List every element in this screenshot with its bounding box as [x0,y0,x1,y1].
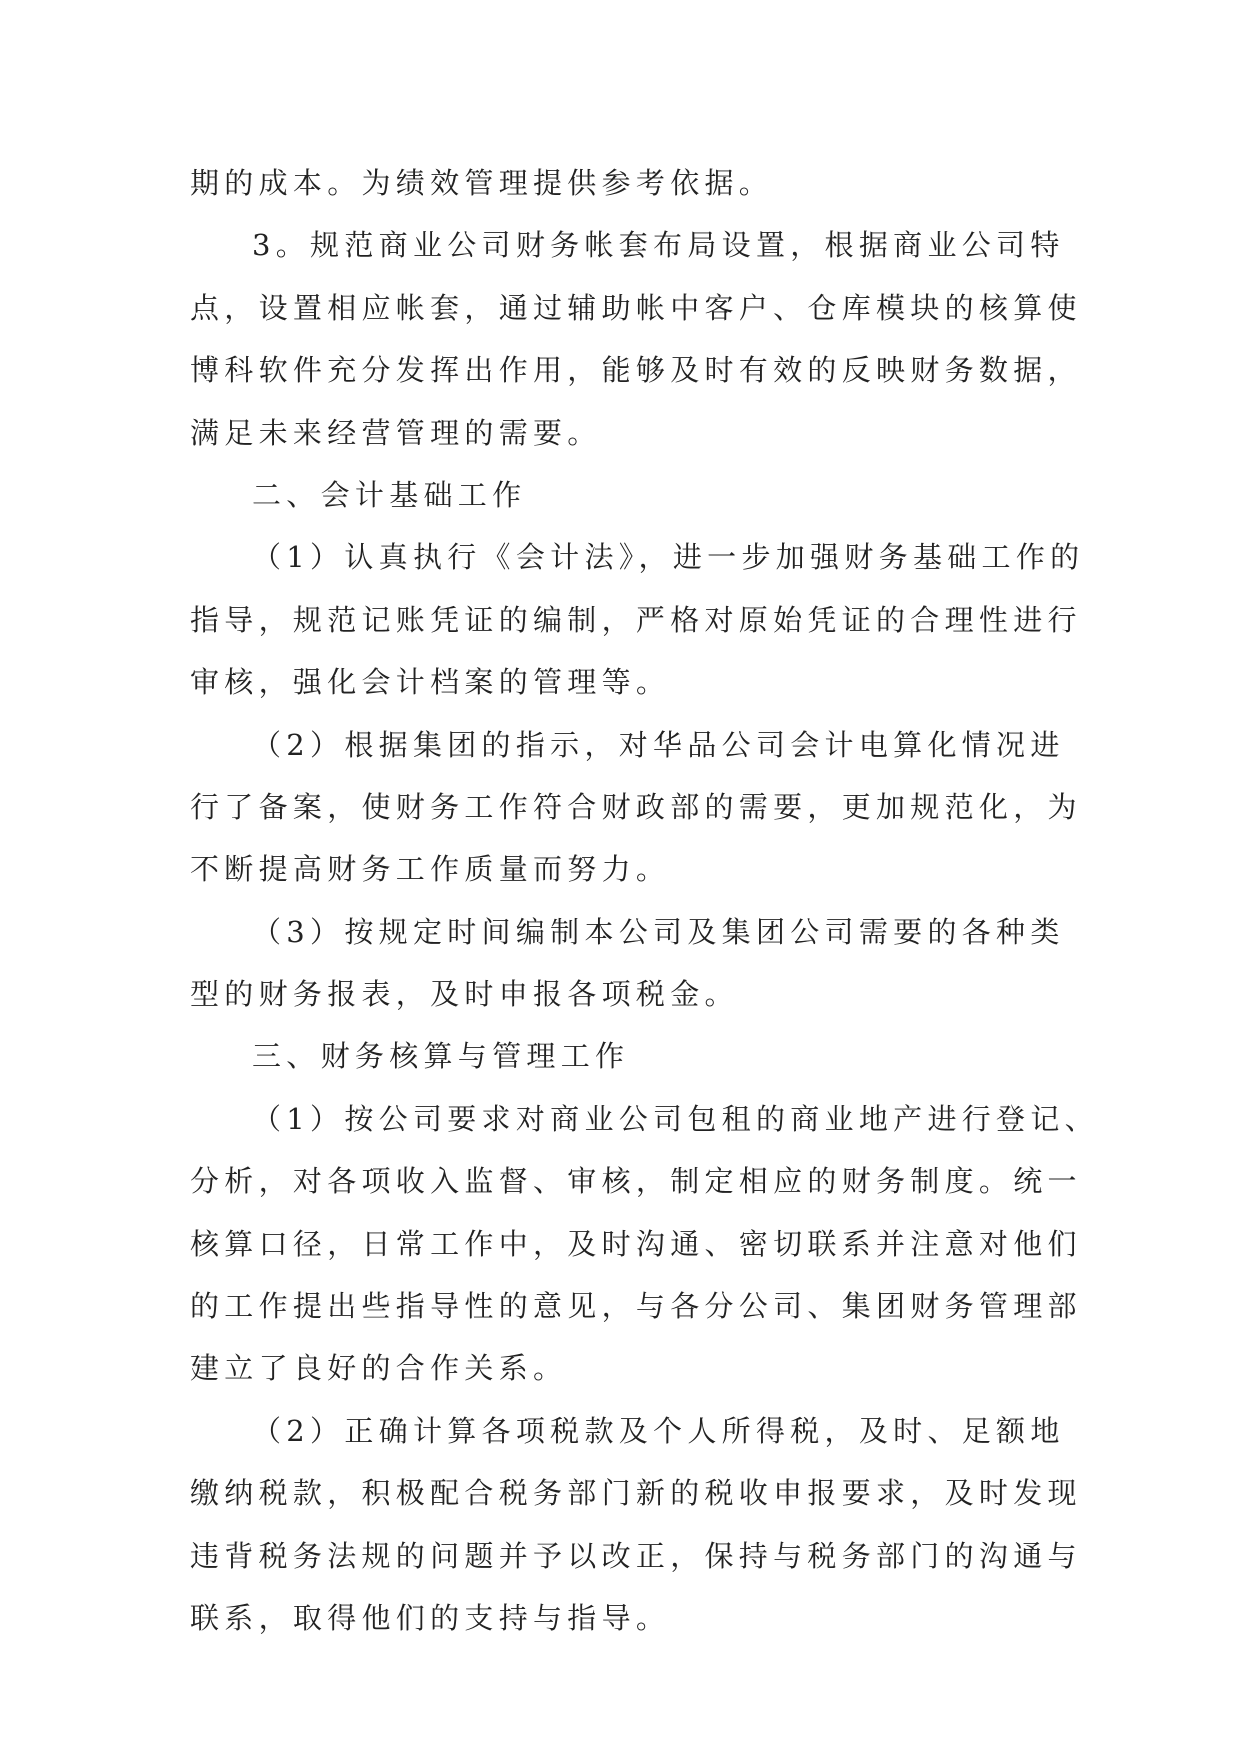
paragraph-line: 指导，规范记账凭证的编制，严格对原始凭证的合理性进行 [190,602,1082,637]
paragraph-line: 型的财务报表，及时申报各项税金。 [190,977,739,1012]
paragraph-line: （1）按公司要求对商业公司包租的商业地产进行登记、 [252,1101,1099,1136]
paragraph-line: 博科软件充分发挥出作用，能够及时有效的反映财务数据， [190,353,1082,388]
paragraph-line: 核算口径，日常工作中，及时沟通、密切联系并注意对他们 [190,1226,1082,1261]
paragraph-line: 联系，取得他们的支持与指导。 [190,1600,671,1635]
paragraph-line: 建立了良好的合作关系。 [190,1351,568,1386]
paragraph-line: （2）正确计算各项税款及个人所得税，及时、足额地 [252,1413,1065,1448]
paragraph-line: 的工作提出些指导性的意见，与各分公司、集团财务管理部 [190,1289,1082,1324]
paragraph-line: 满足未来经营管理的需要。 [190,415,602,450]
paragraph-line: 审核，强化会计档案的管理等。 [190,665,671,700]
paragraph-line: 不断提高财务工作质量而努力。 [190,852,671,887]
paragraph-line: （2）根据集团的指示，对华品公司会计电算化情况进 [252,727,1065,762]
paragraph-line: 违背税务法规的问题并予以改正，保持与税务部门的沟通与 [190,1538,1082,1573]
paragraph-line: （1）认真执行《会计法》，进一步加强财务基础工作的 [252,540,1085,575]
paragraph-line: 行了备案，使财务工作符合财政部的需要，更加规范化，为 [190,789,1082,824]
paragraph-line: 点，设置相应帐套，通过辅助帐中客户、仓库模块的核算使 [190,290,1082,325]
section-heading: 三、财务核算与管理工作 [252,1039,630,1074]
body-text [190,152,1099,1649]
paragraph-line: 期的成本。为绩效管理提供参考依据。 [190,166,774,200]
paragraph-line: 缴纳税款，积极配合税务部门新的税收申报要求，及时发现 [190,1476,1082,1511]
paragraph-line: （3）按规定时间编制本公司及集团公司需要的各种类 [252,914,1065,949]
paragraph-line: 3。规范商业公司财务帐套布局设置，根据商业公司特 [252,228,1065,263]
section-heading: 二、会计基础工作 [252,477,527,512]
paragraph-line: 分析，对各项收入监督、审核，制定相应的财务制度。统一 [190,1164,1082,1199]
